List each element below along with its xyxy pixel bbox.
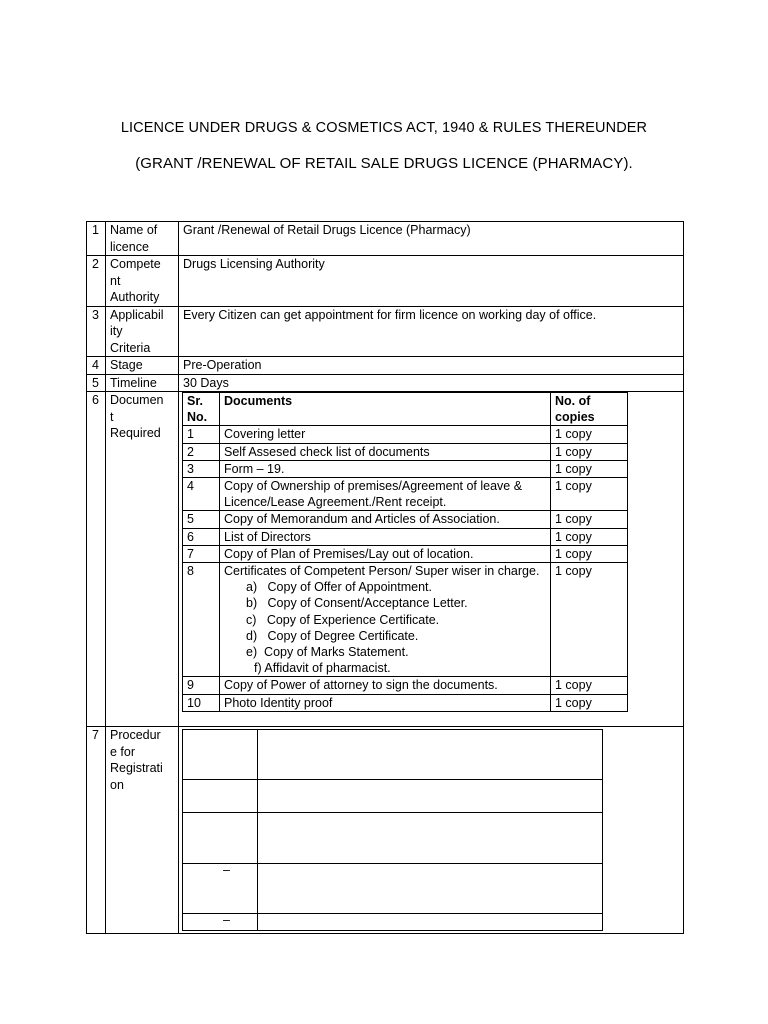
row-label xyxy=(106,727,179,934)
label-part: Registrati xyxy=(110,761,163,775)
doc-sr: 2 xyxy=(183,443,220,460)
doc-copies: 1 copy xyxy=(551,443,628,460)
doc-copies: 1 copy xyxy=(551,677,628,694)
doc-sr: 8 xyxy=(183,563,220,677)
row-value: Drugs Licensing Authority xyxy=(179,256,684,307)
label-part: Procedur xyxy=(110,728,161,742)
table-row xyxy=(183,780,603,813)
documents-header-row xyxy=(183,393,628,426)
row-number: 6 xyxy=(87,392,106,727)
table-row xyxy=(183,730,603,780)
doc-name: Self Assesed check list of documents xyxy=(220,443,551,460)
table-row xyxy=(183,545,628,562)
table-row xyxy=(183,460,628,477)
doc-copies: 1 copy xyxy=(551,511,628,528)
doc-name: Copy of Ownership of premises/Agreement of leave & Licence/Lease Agreement./Rent receipt. xyxy=(220,478,551,511)
table-row xyxy=(87,222,684,256)
label-part: Required xyxy=(110,426,161,440)
list-item: f) Affidavit of pharmacist. xyxy=(254,661,391,676)
page-subtitle: (GRANT /RENEWAL OF RETAIL SALE DRUGS LICENCE (PHARMACY). xyxy=(135,155,633,172)
label-part: e for xyxy=(110,744,136,759)
table-row xyxy=(183,677,628,694)
table-row xyxy=(87,357,684,375)
label-part: ity xyxy=(110,324,123,338)
doc-name: Covering letter xyxy=(220,426,551,443)
header-sr: Sr. No. xyxy=(183,393,220,426)
row-number: 1 xyxy=(87,222,106,256)
list-item: d) Copy of Degree Certificate. xyxy=(246,628,419,643)
table-row xyxy=(87,392,684,727)
table-row xyxy=(87,306,684,357)
row-number: 7 xyxy=(87,727,106,934)
label-part: t xyxy=(110,409,114,424)
doc-sr: 10 xyxy=(183,694,220,711)
doc-copies: 1 copy xyxy=(551,528,628,545)
row-value: Every Citizen can get appointment for firm licence on working day of office. xyxy=(179,306,684,357)
doc-sr: 3 xyxy=(183,460,220,477)
row-label xyxy=(106,306,179,357)
row-number: 4 xyxy=(87,357,106,375)
row-label: Name of licence xyxy=(106,222,179,256)
label-part: on xyxy=(110,777,124,792)
table-row xyxy=(183,511,628,528)
table-row xyxy=(183,426,628,443)
table-row xyxy=(183,813,603,864)
table-row xyxy=(87,256,684,307)
doc-name: Copy of Memorandum and Articles of Association. xyxy=(220,511,551,528)
row-number: 2 xyxy=(87,256,106,307)
list-item: c) Copy of Experience Certificate. xyxy=(246,612,440,627)
header-documents: Documents xyxy=(220,393,551,426)
doc-copies: 1 copy xyxy=(551,694,628,711)
doc-copies: 1 copy xyxy=(551,426,628,443)
doc-copies: 1 copy xyxy=(551,478,628,511)
doc-sr: 1 xyxy=(183,426,220,443)
procedure-table xyxy=(182,729,603,931)
row-number: 3 xyxy=(87,306,106,357)
doc-copies: 1 copy xyxy=(551,563,628,677)
label-part: Compete xyxy=(110,257,161,271)
list-item: a) Copy of Offer of Appointment. xyxy=(246,580,432,595)
table-row xyxy=(183,563,628,677)
doc-copies: 1 copy xyxy=(551,460,628,477)
label-part: Authority xyxy=(110,290,160,304)
certificate-sublist xyxy=(224,579,546,676)
doc-name: Form – 19. xyxy=(220,460,551,477)
page-title: LICENCE UNDER DRUGS & COSMETICS ACT, 1940 & RULES THEREUNDER xyxy=(120,120,648,136)
label-part: nt xyxy=(110,273,121,288)
doc-name: Copy of Power of attorney to sign the documents. xyxy=(220,677,551,694)
label-part: Applicabil xyxy=(110,307,164,322)
table-row xyxy=(183,864,603,914)
doc-name: List of Directors xyxy=(220,528,551,545)
row-label xyxy=(106,256,179,307)
table-row xyxy=(183,528,628,545)
doc-copies: 1 copy xyxy=(551,545,628,562)
doc-sr: 5 xyxy=(183,511,220,528)
table-row xyxy=(183,478,628,511)
dash-mark: – xyxy=(223,863,230,877)
documents-cell xyxy=(179,392,684,727)
row-number: 5 xyxy=(87,374,106,392)
doc-sr: 4 xyxy=(183,478,220,511)
row-label: Stage xyxy=(106,357,179,375)
table-row xyxy=(183,914,603,931)
doc-name: Copy of Plan of Premises/Lay out of location. xyxy=(220,545,551,562)
table-row xyxy=(183,443,628,460)
label-part: Documen xyxy=(110,393,164,407)
table-row xyxy=(87,374,684,392)
row-value: Pre-Operation xyxy=(179,357,684,375)
doc-name: Photo Identity proof xyxy=(220,694,551,711)
label-part: Criteria xyxy=(110,340,151,355)
header-copies: No. of copies xyxy=(551,393,628,426)
row-label: Timeline xyxy=(106,374,179,392)
documents-table xyxy=(182,392,628,712)
row-value: 30 Days xyxy=(179,374,684,392)
row-label xyxy=(106,392,179,727)
doc-sr: 6 xyxy=(183,528,220,545)
row-value: Grant /Renewal of Retail Drugs Licence (Pharmacy) xyxy=(179,222,684,256)
procedure-cell xyxy=(179,727,684,934)
table-row xyxy=(87,727,684,934)
list-item: e) Copy of Marks Statement. xyxy=(246,645,409,660)
table-row xyxy=(183,694,628,711)
doc-sr: 9 xyxy=(183,677,220,694)
doc-sr: 7 xyxy=(183,545,220,562)
licence-details-table xyxy=(86,221,683,929)
doc-name xyxy=(220,563,551,677)
doc-name-text: Certificates of Competent Person/ Super wiser in charge. xyxy=(224,564,540,579)
dash-mark: – xyxy=(223,913,230,927)
list-item: b) Copy of Consent/Acceptance Letter. xyxy=(246,596,468,611)
